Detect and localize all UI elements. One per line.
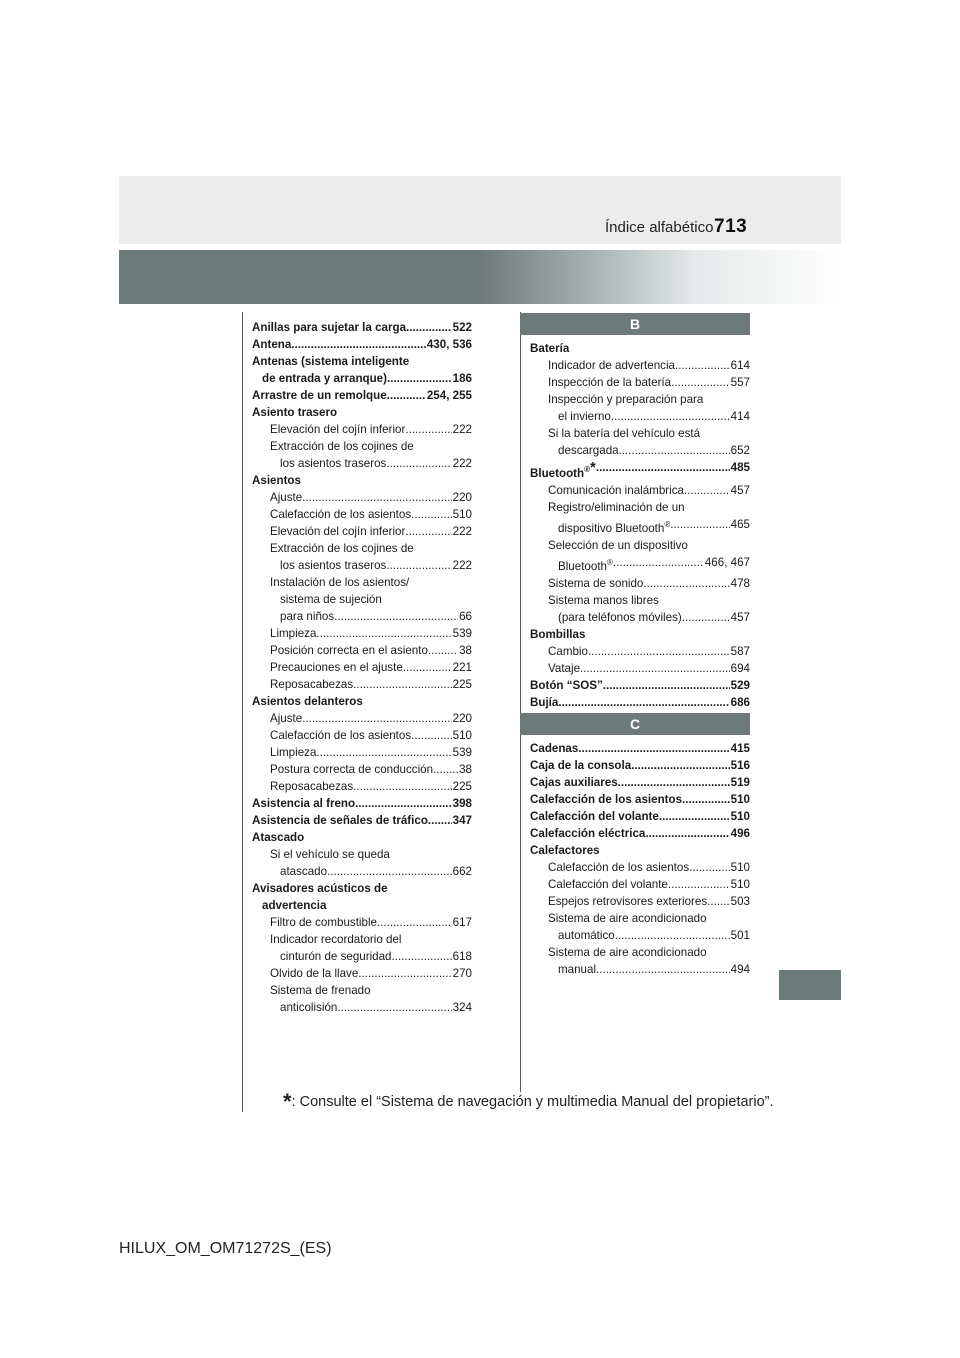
entry-term: Asistencia de señales de tráfico xyxy=(252,814,428,827)
index-entry xyxy=(530,961,750,978)
dot-leader xyxy=(428,642,458,659)
entry-term: Si la batería del vehículo está xyxy=(548,427,701,440)
index-entry xyxy=(530,516,750,537)
entry-page: 510 xyxy=(730,878,750,891)
entry-term: Antenas (sistema inteligente xyxy=(252,355,410,368)
entry-term: Registro/eliminación de un xyxy=(548,500,685,514)
entry-term: Bluetooth®* xyxy=(530,459,596,480)
left-column-rule xyxy=(242,312,243,1112)
entry-term: automático xyxy=(558,929,615,942)
dot-leader xyxy=(405,421,451,438)
index-entry xyxy=(530,554,750,575)
index-entry xyxy=(252,608,472,625)
entry-term: de entrada y arranque) xyxy=(262,372,387,385)
entry-term: Cambio xyxy=(548,644,588,658)
index-entry xyxy=(252,574,472,591)
index-entry xyxy=(252,421,472,438)
dot-leader xyxy=(684,482,730,499)
dot-leader xyxy=(671,374,730,391)
entry-page: 38 xyxy=(459,763,472,776)
dot-leader xyxy=(392,948,452,965)
dot-leader xyxy=(411,506,452,523)
dot-leader xyxy=(631,757,729,774)
entry-term: Indicador recordatorio del xyxy=(270,933,402,946)
entry-term: atascado xyxy=(280,865,328,878)
dot-leader xyxy=(302,489,451,506)
dot-leader xyxy=(327,863,452,880)
entry-term: Precauciones en el ajuste xyxy=(270,661,403,674)
entry-page: 220 xyxy=(452,712,472,725)
index-entry xyxy=(530,575,750,592)
index-entry xyxy=(530,774,750,791)
dot-leader xyxy=(596,459,730,482)
dot-leader xyxy=(580,660,730,677)
entry-term: Inspección de la batería xyxy=(548,376,672,389)
index-entry xyxy=(530,893,750,910)
entry-page: 221 xyxy=(452,661,472,674)
entry-page: 254, 255 xyxy=(426,389,472,402)
entry-page: 414 xyxy=(730,410,750,423)
index-entry xyxy=(530,609,750,626)
entry-term: Extracción de los cojines de xyxy=(270,440,414,453)
chapter-tab xyxy=(779,970,841,1000)
entry-page: 398 xyxy=(452,797,472,810)
entry-term: advertencia xyxy=(262,899,327,912)
entry-page: 222 xyxy=(452,559,472,572)
entry-page: 614 xyxy=(730,359,750,372)
entry-term: Bluetooth® xyxy=(558,557,613,573)
entry-page: 222 xyxy=(452,457,472,470)
dot-leader xyxy=(353,778,452,795)
entry-term: Arrastre de un remolque xyxy=(252,389,387,402)
entry-page: 617 xyxy=(452,916,472,929)
dot-leader xyxy=(578,740,729,757)
entry-term: Posición correcta en el asiento xyxy=(270,644,428,657)
index-entry xyxy=(530,927,750,944)
index-entry xyxy=(252,455,472,472)
entry-term: Calefacción de los asientos xyxy=(530,793,683,806)
entry-term: Ajuste xyxy=(270,712,303,725)
index-entry xyxy=(252,591,472,608)
index-entry xyxy=(530,740,750,757)
entry-term: Selección de un dispositivo xyxy=(548,538,688,552)
index-entry xyxy=(252,727,472,744)
index-entry xyxy=(530,459,750,482)
entry-term: manual xyxy=(558,963,597,976)
entry-page: 618 xyxy=(452,950,472,963)
index-entry xyxy=(530,374,750,391)
entry-page: 430, 536 xyxy=(426,338,472,351)
dot-leader xyxy=(406,319,452,336)
entry-page: 501 xyxy=(730,929,750,942)
entry-term: Antena xyxy=(252,338,292,351)
dot-leader xyxy=(643,575,729,592)
entry-page: 222 xyxy=(452,525,472,538)
index-entry xyxy=(252,812,472,829)
entry-page: 220 xyxy=(452,491,472,504)
entry-page: 324 xyxy=(452,1001,472,1014)
index-entry xyxy=(530,499,750,516)
index-entry xyxy=(530,791,750,808)
entry-page: 466, 467 xyxy=(704,555,750,569)
index-entry xyxy=(530,537,750,554)
entry-page: 465 xyxy=(730,517,750,531)
index-entry xyxy=(530,825,750,842)
dot-leader xyxy=(386,557,451,574)
entry-term: los asientos traseros xyxy=(280,457,387,470)
index-entry xyxy=(252,948,472,965)
entry-page: 557 xyxy=(730,376,750,389)
dot-leader xyxy=(682,609,730,626)
index-entry xyxy=(252,489,472,506)
index-entry xyxy=(252,557,472,574)
dot-leader xyxy=(316,625,451,642)
entry-term: Cajas auxiliares xyxy=(530,776,618,789)
index-entry xyxy=(252,744,472,761)
entry-term: Botón “SOS” xyxy=(530,678,603,692)
entry-page: 510 xyxy=(730,861,750,874)
entry-term: (para teléfonos móviles) xyxy=(558,610,682,624)
entry-term: Anillas para sujetar la carga xyxy=(252,321,407,334)
entry-term: Sistema de frenado xyxy=(270,984,371,997)
entry-page: 539 xyxy=(452,627,472,640)
dot-leader xyxy=(291,336,426,353)
entry-term: para niños xyxy=(280,610,335,623)
section-header-b: B xyxy=(520,313,750,335)
entry-term: Calefacción de los asientos xyxy=(270,729,412,742)
entry-page: 662 xyxy=(452,865,472,878)
dot-leader xyxy=(387,387,426,404)
entry-term: Ajuste xyxy=(270,491,303,504)
entry-page: 539 xyxy=(452,746,472,759)
entry-page: 510 xyxy=(730,793,750,806)
entry-term: Avisadores acústicos de xyxy=(252,882,388,895)
dot-leader xyxy=(403,659,452,676)
dot-leader xyxy=(707,893,730,910)
dot-leader xyxy=(659,808,730,825)
dot-leader xyxy=(411,727,452,744)
entry-term: Instalación de los asientos/ xyxy=(270,576,410,589)
entry-term: Indicador de advertencia xyxy=(548,359,675,372)
index-entry xyxy=(530,694,750,711)
index-entry xyxy=(530,643,750,660)
index-entry xyxy=(252,778,472,795)
index-entry xyxy=(252,897,472,914)
dot-leader xyxy=(405,523,451,540)
entry-term: Calefacción de los asientos xyxy=(548,861,690,874)
index-entry xyxy=(530,944,750,961)
entry-term: sistema de sujeción xyxy=(280,593,382,606)
entry-page: 270 xyxy=(452,967,472,980)
entry-page: 519 xyxy=(730,776,750,789)
footnote-mark: * xyxy=(283,1089,292,1114)
entry-page: 225 xyxy=(452,780,472,793)
entry-page: 503 xyxy=(730,895,750,908)
index-entry xyxy=(252,370,472,387)
index-entry xyxy=(530,808,750,825)
index-entry xyxy=(530,910,750,927)
entry-page: 510 xyxy=(730,810,750,823)
middle-column-rule xyxy=(520,312,521,1092)
entry-term: Limpieza xyxy=(270,627,317,640)
index-entry xyxy=(530,592,750,609)
dot-leader xyxy=(613,554,704,575)
entry-term: Sistema de sonido xyxy=(548,576,644,590)
dot-leader xyxy=(386,455,451,472)
entry-term: Extracción de los cojines de xyxy=(270,542,414,555)
dot-leader xyxy=(316,744,451,761)
entry-term: Olvido de la llave xyxy=(270,967,359,980)
entry-term: Comunicación inalámbrica xyxy=(548,483,684,497)
entry-term: los asientos traseros xyxy=(280,559,387,572)
index-entry xyxy=(530,340,750,357)
entry-term: Calefacción del volante xyxy=(548,878,668,891)
entry-term: Inspección y preparación para xyxy=(548,393,704,406)
entry-page: 496 xyxy=(730,827,750,840)
index-entry xyxy=(252,523,472,540)
index-entry xyxy=(252,982,472,999)
entry-term: Reposacabezas xyxy=(270,678,354,691)
dot-leader xyxy=(355,795,452,812)
index-entry xyxy=(252,846,472,863)
index-entry xyxy=(252,914,472,931)
entry-term: Asiento trasero xyxy=(252,406,338,419)
entry-page: 529 xyxy=(730,678,750,692)
document-code: HILUX_OM_OM71272S_(ES) xyxy=(119,1240,332,1257)
index-entry xyxy=(252,404,472,421)
dot-leader xyxy=(353,676,452,693)
index-entry xyxy=(252,761,472,778)
footnote xyxy=(283,1089,774,1120)
index-entry xyxy=(252,353,472,370)
dot-leader xyxy=(615,927,730,944)
dot-leader xyxy=(358,965,451,982)
entry-page: 686 xyxy=(730,695,750,709)
index-entry xyxy=(252,710,472,727)
index-entry xyxy=(252,880,472,897)
entry-page: 587 xyxy=(730,644,750,658)
entry-page: 347 xyxy=(452,814,472,827)
dot-leader xyxy=(603,677,730,694)
entry-term: Reposacabezas xyxy=(270,780,354,793)
entry-page: 494 xyxy=(730,963,750,976)
index-entry xyxy=(252,387,472,404)
dot-leader xyxy=(558,694,729,711)
dot-leader xyxy=(689,859,730,876)
entry-page: 694 xyxy=(730,661,750,675)
entry-term: Si el vehículo se queda xyxy=(270,848,390,861)
entry-page: 186 xyxy=(452,372,472,385)
entry-term: Atascado xyxy=(252,831,305,844)
dot-leader xyxy=(682,791,730,808)
dot-leader xyxy=(611,408,730,425)
entry-term: Asientos xyxy=(252,474,301,487)
dot-leader xyxy=(596,961,730,978)
entry-term: descargada xyxy=(558,444,619,457)
entry-page: 225 xyxy=(452,678,472,691)
entry-term: Postura correcta de conducción xyxy=(270,763,434,776)
dot-leader xyxy=(668,876,730,893)
entry-page: 457 xyxy=(730,610,750,624)
entry-term: Sistema manos libres xyxy=(548,593,659,607)
index-entry xyxy=(252,336,472,353)
index-entry xyxy=(530,757,750,774)
dot-leader xyxy=(670,516,729,537)
dot-leader xyxy=(619,442,730,459)
entry-term: Elevación del cojín inferior xyxy=(270,525,406,538)
entry-term: Sistema de aire acondicionado xyxy=(548,912,707,925)
dot-leader xyxy=(645,825,729,842)
dot-leader xyxy=(377,914,452,931)
index-entry xyxy=(252,693,472,710)
entry-term: el invierno xyxy=(558,410,611,423)
dot-leader xyxy=(302,710,451,727)
index-entry xyxy=(252,965,472,982)
entry-page: 510 xyxy=(452,508,472,521)
index-entry xyxy=(252,829,472,846)
footnote-text: : Consulte el “Sistema de navegación y multimedia Manual del propietario”. xyxy=(291,1094,774,1110)
index-entry xyxy=(530,482,750,499)
index-entry xyxy=(530,425,750,442)
entry-page: 485 xyxy=(730,461,750,474)
entry-term: Calefactores xyxy=(530,844,600,857)
entry-term: cinturón de seguridad xyxy=(280,950,392,963)
index-entry xyxy=(252,625,472,642)
entry-page: 510 xyxy=(452,729,472,742)
entry-term: Bombillas xyxy=(530,627,586,641)
section-header-c: C xyxy=(520,713,750,735)
entry-page: 66 xyxy=(459,610,472,623)
entry-term: Calefacción de los asientos xyxy=(270,508,412,521)
dot-leader xyxy=(618,774,730,791)
index-entry xyxy=(530,876,750,893)
entry-term: Caja de la consola xyxy=(530,759,632,772)
entry-page: 522 xyxy=(452,321,472,334)
index-entry xyxy=(252,999,472,1016)
index-entry xyxy=(252,472,472,489)
entry-term: Filtro de combustible xyxy=(270,916,377,929)
entry-term: Limpieza xyxy=(270,746,317,759)
entry-page: 38 xyxy=(459,644,472,657)
entry-term: Elevación del cojín inferior xyxy=(270,423,406,436)
entry-page: 652 xyxy=(730,444,750,457)
dot-leader xyxy=(334,608,458,625)
entry-term: Espejos retrovisores exteriores xyxy=(548,895,708,908)
index-entry xyxy=(530,859,750,876)
index-entry xyxy=(530,391,750,408)
index-entry xyxy=(530,842,750,859)
dot-leader xyxy=(588,643,730,660)
index-entry xyxy=(252,506,472,523)
index-entry xyxy=(530,626,750,643)
index-entry xyxy=(530,442,750,459)
dot-leader xyxy=(387,370,452,387)
header-gradient-band xyxy=(119,250,841,304)
index-entry xyxy=(252,795,472,812)
index-entry xyxy=(530,357,750,374)
entry-term: Batería xyxy=(530,342,570,355)
entry-page: 222 xyxy=(452,423,472,436)
dot-leader xyxy=(675,357,730,374)
entry-term: Calefacción eléctrica xyxy=(530,827,646,840)
index-entry xyxy=(252,931,472,948)
index-entry xyxy=(252,676,472,693)
page-number: 713 xyxy=(714,216,748,237)
dot-leader xyxy=(433,761,458,778)
entry-term: Sistema de aire acondicionado xyxy=(548,946,707,959)
section-title: Índice alfabético xyxy=(605,219,714,236)
entry-page: 457 xyxy=(730,483,750,497)
index-entry xyxy=(530,408,750,425)
entry-term: Asientos delanteros xyxy=(252,695,363,708)
index-section-b xyxy=(530,340,750,711)
index-entry xyxy=(530,677,750,694)
entry-term: anticolisión xyxy=(280,1001,338,1014)
index-entry xyxy=(252,659,472,676)
entry-term: dispositivo Bluetooth® xyxy=(558,519,671,535)
index-entry xyxy=(252,540,472,557)
index-section-c xyxy=(530,740,750,978)
index-entry xyxy=(252,319,472,336)
entry-term: Cadenas xyxy=(530,742,579,755)
entry-term: Bujía xyxy=(530,695,559,709)
entry-term: Vataje xyxy=(548,661,581,675)
entry-page: 516 xyxy=(730,759,750,772)
index-column-left xyxy=(252,319,472,1016)
dot-leader xyxy=(428,812,452,829)
entry-page: 415 xyxy=(730,742,750,755)
index-entry xyxy=(252,863,472,880)
entry-term: Calefacción del volante xyxy=(530,810,659,823)
entry-term: Asistencia al freno xyxy=(252,797,356,810)
index-entry xyxy=(530,660,750,677)
index-entry xyxy=(252,438,472,455)
entry-page: 478 xyxy=(730,576,750,590)
index-entry xyxy=(252,642,472,659)
dot-leader xyxy=(337,999,451,1016)
